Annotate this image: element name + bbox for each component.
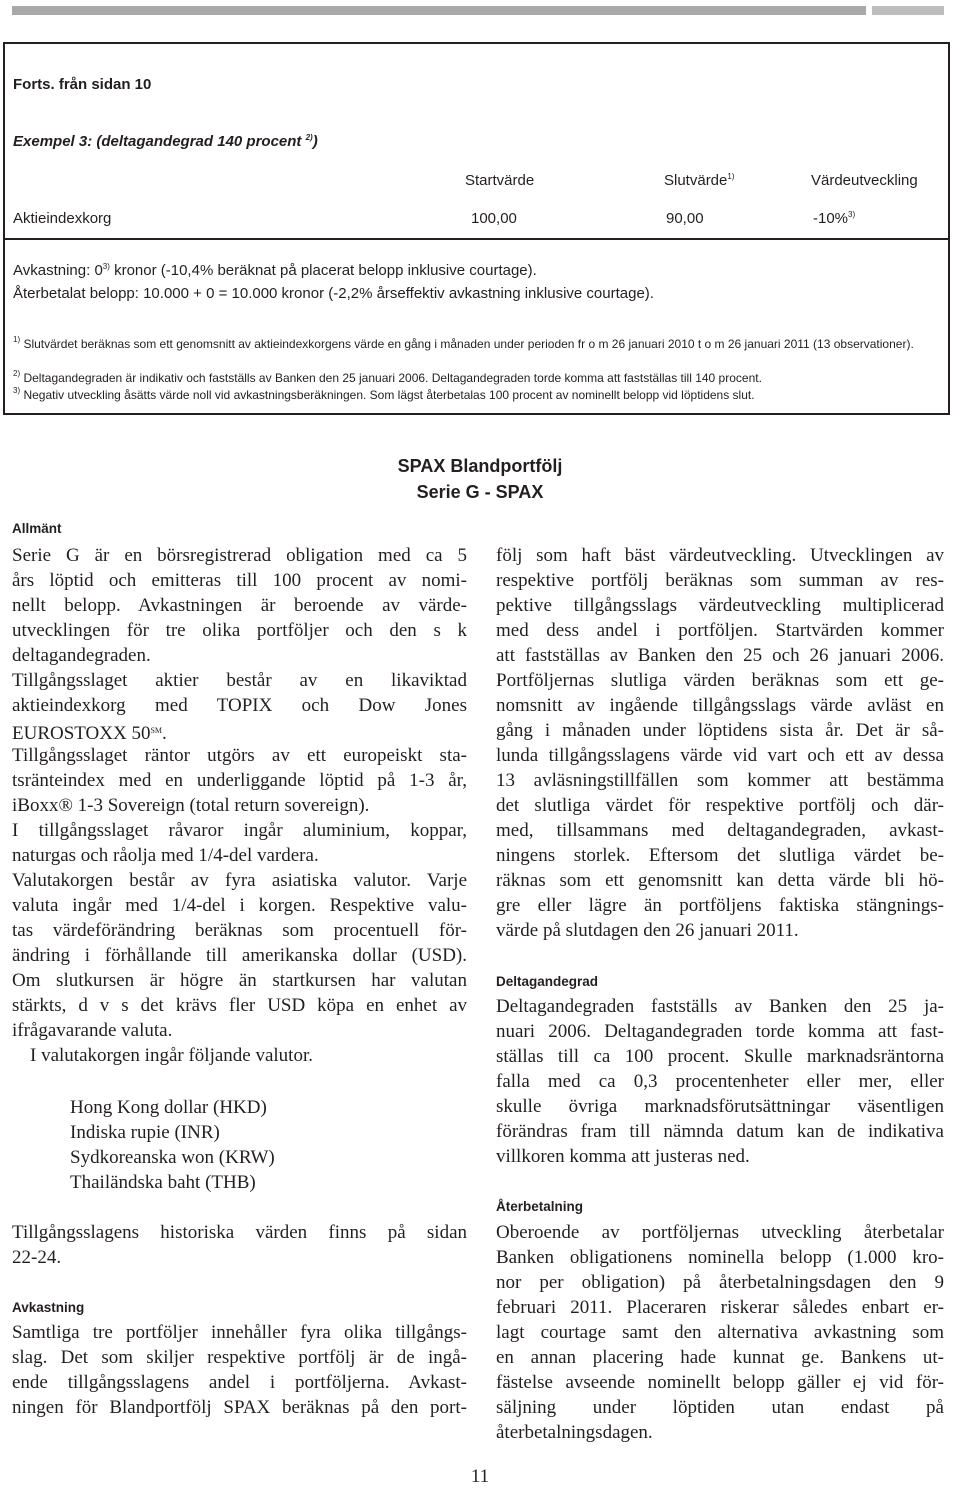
text-line: valuta ingår med 1/4-del i korgen. Respektive valu- <box>12 895 467 916</box>
text-line: lagt courtage samt den alternativa avkastning som <box>496 1322 944 1343</box>
text-line: Tillgångsslaget aktier består av en likaviktad <box>12 670 467 691</box>
text-line: deltagandegraden. <box>12 645 151 666</box>
currency-list <box>70 1095 450 1195</box>
text-line: lunda tillgångsslagens värde vid vart och ett av dessa <box>496 745 944 766</box>
right-body <box>496 543 944 943</box>
text-line: iBoxx® 1-3 Sovereign (total return sovereign). <box>12 795 370 816</box>
text-line: ningens storlek. Eftersom det slutliga värdet be- <box>496 845 944 866</box>
example-box <box>3 42 950 415</box>
footnote-3: $^{3)}$ Negativ utveckling åsätts värde noll vid avkastningsberäkningen. Som lägst återbetalas 100 procent av nominellt belopp vid löptidens slut. <box>13 386 755 402</box>
text-line: gre eller lägre än portföljens faktiska stängnings- <box>496 895 944 916</box>
text-line: värde på slutdagen den 26 januari 2011. <box>496 920 799 941</box>
text-line: fästelse avseende nominellt belopp gäller ej vid för- <box>496 1372 944 1393</box>
footnote-1: $^{1)}$ Slutvärdet beräknas som ett genomsnitt av aktieindexkorgens värde en gång i månaden under perioden fr o m 26 januari 2010 t o m 26 januari 2011 (13 observationer). <box>13 335 914 351</box>
text-line: det slutliga värdet för respektive portfölj och där- <box>496 795 944 816</box>
text-line: tsränteindex med en underliggande löptid på 1-3 år, <box>12 770 467 791</box>
avkastning-body <box>12 1320 467 1420</box>
header-start: Startvärde <box>465 172 535 189</box>
list-item: Hong Kong dollar (HKD) <box>70 1097 267 1118</box>
top-decorative-bar-right <box>872 6 944 15</box>
text-line: ändring i förhållande till amerikanska dollar (USD). <box>12 945 467 966</box>
text-line: naturgas och råolja med 1/4-del vardera. <box>12 845 319 866</box>
footnote-2: $^{2)}$ Deltagandegraden är indikativ och fastställs av Banken den 25 januari 2006. Deltagandegraden torde komma att fastställas till 140 procent. <box>13 369 762 385</box>
text-line: Oberoende av portföljernas utveckling återbetalar <box>496 1222 944 1243</box>
text-line: nor per obligation) på återbetalningsdagen den 9 <box>496 1272 944 1293</box>
text-line: skulle övriga marknadsförutsättningar väsentligen <box>496 1096 944 1117</box>
list-item: Thailändska baht (THB) <box>70 1172 256 1193</box>
heading-avkastning: Avkastning <box>12 1300 85 1315</box>
text-line: nellt belopp. Avkastningen är beroende av värde- <box>12 595 467 616</box>
text-line: Deltagandegraden fastställs av Banken den 25 ja- <box>496 996 944 1017</box>
text-line: Serie G är en börsregistrerad obligation med ca 5 <box>12 545 467 566</box>
text-line: 22-24. <box>12 1247 62 1268</box>
text-line: Banken obligationens nominella belopp (1.000 kro- <box>496 1247 944 1268</box>
text-line: Tillgångsslagens historiska värden finns på sidan <box>12 1222 467 1243</box>
text-line: stärkts, d v s det krävs fler USD köpa en enhet av <box>12 995 467 1016</box>
page-subtitle: Serie G - SPAX <box>416 482 544 502</box>
text-line: års löptid och emitteras till 100 procent av nomi- <box>12 570 467 591</box>
continued-label: Forts. från sidan 10 <box>13 76 152 93</box>
list-item: Indiska rupie (INR) <box>70 1122 220 1143</box>
header-end: Slutvärde$^{1)}$ <box>664 172 735 189</box>
heading-allmant: Allmänt <box>12 521 62 536</box>
text-line: säljning under löptiden utan endast på <box>496 1397 944 1418</box>
heading-deltagandegrad: Deltagandegrad <box>496 974 599 989</box>
text-line: återbetalningsdagen. <box>496 1422 653 1443</box>
text-line: nomsnitt av ingående tillgångsslags värde avläst en <box>496 695 944 716</box>
text-line: villkoren komma att justeras ned. <box>496 1146 750 1167</box>
text-line: Samtliga tre portföljer innehåller fyra olika tillgångs- <box>12 1322 467 1343</box>
row-label: Aktieindexkorg <box>13 210 112 227</box>
text-line: I valutakorgen ingår följande valutor. <box>30 1045 313 1066</box>
text-line: pektive tillgångsslags värdeutveckling multiplicerad <box>496 595 944 616</box>
table-rule <box>5 238 948 240</box>
text-line: I tillgångsslaget råvaror ingår aluminium, koppar, <box>12 820 467 841</box>
text-line: gång i månaden under löptidens sista år. Det är så- <box>496 720 944 741</box>
header-dev: Värdeutveckling <box>811 172 918 189</box>
list-item: Sydkoreanska won (KRW) <box>70 1147 275 1168</box>
text-line: ende tillgångsslagens andel i portföljerna. Avkast- <box>12 1372 467 1393</box>
text-line: falla med ca 0,3 procentenheter eller mer, eller <box>496 1071 944 1092</box>
text-line: Om slutkursen är högre än startkursen har valutan <box>12 970 467 991</box>
text-line: med dess andel i portföljen. Startvärden kommer <box>496 620 944 641</box>
text-line: utvecklingen för tre olika portföljer och den s k <box>12 620 467 641</box>
text-line: Portföljernas slutliga värden beräknas som ett ge- <box>496 670 944 691</box>
text-line: aktieindexkorg med TOPIX och Dow Jones <box>12 695 467 716</box>
text-line: nuari 2006. Deltagandegraden torde komma att fast- <box>496 1021 944 1042</box>
heading-aterbetalning: Återbetalning <box>496 1199 584 1214</box>
text-line: förändras fram till nämnda datum kan de indikativa <box>496 1121 944 1142</box>
row-dev: -10%$^{3)}$ <box>813 210 856 227</box>
text-line: februari 2011. Placeraren riskerar således enbart er- <box>496 1297 944 1318</box>
top-decorative-bar <box>12 6 866 15</box>
page-title: SPAX Blandportfölj <box>397 456 563 476</box>
text-line: ningen för Blandportfölj SPAX beräknas på den port- <box>12 1397 467 1418</box>
text-line: följ som haft bäst värdeutveckling. Utvecklingen av <box>496 545 944 566</box>
text-line: ifrågavarande valuta. <box>12 1020 173 1041</box>
text-line: en annan placering hade kunnat ge. Bankens ut- <box>496 1347 944 1368</box>
history-note <box>12 1220 467 1270</box>
text-line: slag. Det som skiljer respektive portfölj är de ingå- <box>12 1347 467 1368</box>
text-line: att fastställas av Banken den 25 och 26 januari 2006. <box>496 645 944 666</box>
row-end: 90,00 <box>666 210 704 227</box>
example-title: Exempel 3: (deltagandegrad 140 procent $^{2)}$) <box>13 133 318 150</box>
left-body <box>12 543 467 1068</box>
text-line: respektive portfölj beräknas som summan av res- <box>496 570 944 591</box>
text-line: Tillgångsslaget räntor utgörs av ett europeiskt sta- <box>12 745 467 766</box>
text-line: 13 avläsningstillfällen som kommer att bestämma <box>496 770 944 791</box>
repaid-line: Återbetalat belopp: 10.000 + 0 = 10.000 kronor (-2,2% årseffektiv avkastning inklusive courtage). <box>13 285 654 302</box>
text-line: EUROSTOXX 50℠. <box>12 723 167 744</box>
return-line: Avkastning: 0$^{3)}$ kronor (-10,4% beräknat på placerat belopp inklusive courtage). <box>13 262 537 279</box>
text-line: med, tillsammans med deltagandegraden, avkast- <box>496 820 944 841</box>
row-start: 100,00 <box>471 210 517 227</box>
text-line: räknas som ett genomsnitt kan detta värde bli hö- <box>496 870 944 891</box>
aterbetalning-body <box>496 1220 944 1445</box>
text-line: ställas till ca 100 procent. Skulle marknadsräntorna <box>496 1046 944 1067</box>
page-number: 11 <box>470 1466 490 1487</box>
deltagandegrad-body <box>496 994 944 1169</box>
text-line: tas värdeförändring beräknas som procentuell för- <box>12 920 467 941</box>
text-line: Valutakorgen består av fyra asiatiska valutor. Varje <box>12 870 467 891</box>
